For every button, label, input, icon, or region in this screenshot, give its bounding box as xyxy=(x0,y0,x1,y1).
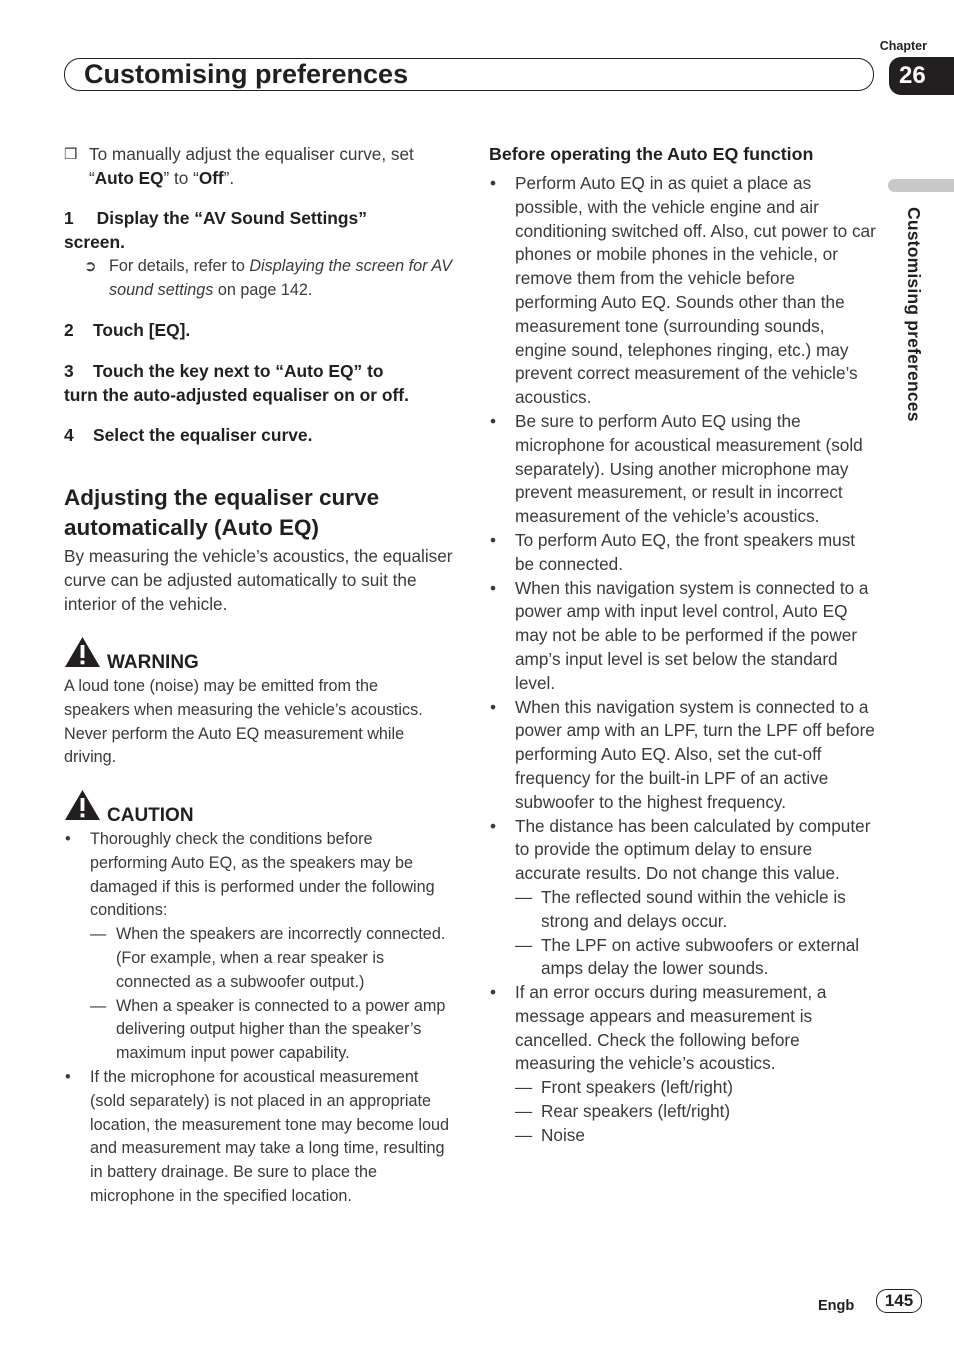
right-subitem xyxy=(515,1124,877,1148)
step-1-number: 1 xyxy=(64,208,74,228)
right-item-text: If an error occurs during measurement, a message appears and measurement is cancelled. Check the following before measuring the vehicle’s acoustics. xyxy=(515,982,827,1074)
note-paragraph xyxy=(64,143,454,191)
right-list-item xyxy=(490,815,877,982)
right-list xyxy=(490,172,877,1148)
caution-subitem-text: When the speakers are incorrectly connected. (For example, when a rear speaker is connected as a subwoofer output.) xyxy=(116,925,446,991)
warning-header xyxy=(64,636,101,673)
right-subitem xyxy=(515,934,877,982)
caution-header xyxy=(64,789,101,826)
note-text-end: ”. xyxy=(223,167,235,188)
caution-item xyxy=(65,828,454,1066)
bullet-symbol: • xyxy=(490,577,497,598)
right-subitem xyxy=(515,1100,877,1124)
right-item-text: When this navigation system is connected to a power amp with an LPF, turn the LPF off before performing Auto EQ. Also, set the cut-off frequency for the built-in LPF of an active subwoofer to the highest frequency. xyxy=(515,696,875,812)
right-subitem xyxy=(515,886,877,934)
note-text-pre: To manually adjust the equaliser curve, set “ xyxy=(89,144,414,188)
chapter-number-badge: 26 xyxy=(889,57,954,95)
step-4: 4 Select the equaliser curve. xyxy=(64,425,313,445)
step-2: 2 Touch [EQ]. xyxy=(64,320,191,340)
dash-symbol: — xyxy=(515,886,533,907)
right-item-text: Perform Auto EQ in as quiet a place as possible, with the vehicle engine and air conditioning switched off. Also, cut power to car phones or mobile phones in the vehicle, or remove them from the vehicle before performing Auto EQ. Sounds other than the measurement tone (surrounding sounds, engine sound, telephones ringing, etc.) may prevent correct measurement of the vehicle’s acoustics. xyxy=(515,173,876,408)
right-list-item xyxy=(490,529,877,577)
bullet-symbol: • xyxy=(490,815,497,836)
page-number: 145 xyxy=(876,1289,922,1313)
reference-pre: For details, refer to xyxy=(109,257,250,275)
bullet-symbol: • xyxy=(490,410,497,431)
warning-label: WARNING xyxy=(107,652,199,673)
section-intro: By measuring the vehicle’s acoustics, the equaliser curve can be adjusted automatically to suit the interior of the vehicle. xyxy=(64,546,453,614)
right-list-item xyxy=(490,981,877,1148)
dash-symbol: — xyxy=(515,1077,533,1098)
chapter-label: Chapter xyxy=(879,39,927,53)
right-subitem-text: The LPF on active subwoofers or external amps delay the lower sounds. xyxy=(541,934,860,979)
caution-item-text: If the microphone for acoustical measurement (sold separately) is not placed in an appropriate location, the measurement tone may become loud and measurement may take a long time, resulting in battery drainage. Be sure to place the microphone in the specified location. xyxy=(90,1067,450,1205)
note-bold-autoeq: Auto EQ xyxy=(94,167,164,188)
dash-symbol: — xyxy=(515,1101,533,1122)
caution-list xyxy=(65,828,454,1209)
right-subitem-text: Front speakers (left/right) xyxy=(541,1077,733,1098)
note-text-mid: ” to “ xyxy=(163,167,199,188)
right-list-item xyxy=(490,410,877,529)
reference-arrow-icon: ➲ xyxy=(84,258,97,275)
dash-symbol: — xyxy=(90,925,107,944)
page-title: Customising preferences xyxy=(84,59,409,89)
bullet-symbol: • xyxy=(490,696,497,717)
caution-subitem-text: When a speaker is connected to a power amp delivering output higher than the speaker’s maximum input power capability. xyxy=(116,996,446,1063)
section-title: Adjusting the equaliser curve automatically (Auto EQ) xyxy=(64,485,380,540)
right-item-text: When this navigation system is connected to a power amp with input level control, Auto EQ may not be able to be performed if the power amp’s input level is set below the standard level. xyxy=(515,577,869,693)
right-item-text: The distance has been calculated by computer to provide the optimum delay to ensure accurate results. Do not change this value. xyxy=(515,815,871,884)
warning-text: A loud tone (noise) may be emitted from the speakers when measuring the vehicle’s acoustics. Never perform the Auto EQ measurement while driving. xyxy=(64,677,423,767)
checkbox-icon: ❒ xyxy=(64,146,78,163)
caution-triangle-icon xyxy=(64,789,101,821)
step-3-line1: 3 Touch the key next to “Auto EQ” to xyxy=(64,361,384,381)
dash-symbol: — xyxy=(515,934,533,955)
right-heading: Before operating the Auto EQ function xyxy=(489,144,814,164)
step-3-line2: turn the auto-adjusted equaliser on or off. xyxy=(64,384,409,405)
step-1-line2: screen. xyxy=(64,231,125,252)
right-item-text: To perform Auto EQ, the front speakers must be connected. xyxy=(515,529,856,574)
side-tab-marker xyxy=(888,179,954,192)
dash-symbol: — xyxy=(90,996,107,1015)
bullet-symbol: • xyxy=(65,830,71,848)
right-subitem-text: Rear speakers (left/right) xyxy=(541,1101,731,1122)
bullet-symbol: • xyxy=(490,982,497,1003)
bullet-symbol: • xyxy=(490,529,497,550)
bullet-symbol: • xyxy=(490,173,497,193)
reference-italic: Displaying the screen for AV sound settings xyxy=(109,257,453,299)
warning-triangle-icon xyxy=(64,636,101,668)
caution-subitem xyxy=(90,923,454,994)
right-subitem-text: Noise xyxy=(541,1124,585,1145)
side-tab-label: Customising preferences xyxy=(904,207,924,422)
dash-symbol: — xyxy=(515,1124,533,1145)
note-bold-off: Off xyxy=(198,167,224,188)
reference-note xyxy=(84,255,454,303)
caution-subitem xyxy=(90,995,454,1066)
reference-post: on page 142. xyxy=(213,280,313,299)
language-code: Engb xyxy=(818,1298,855,1314)
caution-item-text: Thoroughly check the conditions before performing Auto EQ, as the speakers may be damaged if this is performed under the following conditions: xyxy=(90,830,435,920)
right-list-item xyxy=(490,172,877,410)
right-subitem xyxy=(515,1076,877,1100)
caution-label: CAUTION xyxy=(107,805,194,826)
right-item-text: Be sure to perform Auto EQ using the microphone for acoustical measurement (sold separately). Using another microphone may prevent measurement, or result in incorrect measurement of the vehicle’s acoustics. xyxy=(515,410,863,527)
bullet-symbol: • xyxy=(65,1067,71,1086)
step-1 xyxy=(64,207,454,255)
step-3 xyxy=(64,360,464,408)
right-list-item xyxy=(490,577,877,696)
right-list-item xyxy=(490,696,877,815)
caution-item xyxy=(65,1066,454,1209)
step-1-line1: Display the “AV Sound Settings” xyxy=(96,208,367,228)
right-subitem-text: The reflected sound within the vehicle is strong and delays occur. xyxy=(541,886,846,931)
